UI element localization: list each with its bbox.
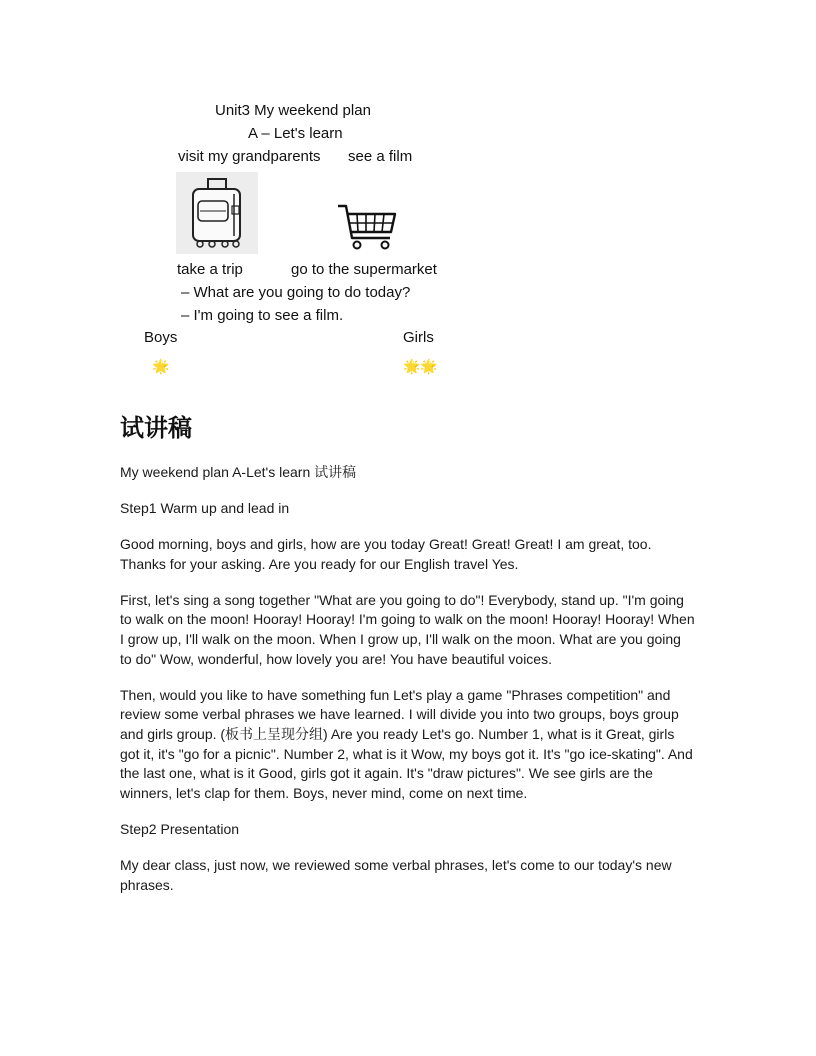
phrase-go-supermarket: go to the supermarket <box>291 261 437 278</box>
greeting-paragraph: Good morning, boys and girls, how are you today Great! Great! Great! I am great, too. Thanks for your asking. Are you ready for our English travel Yes. <box>120 536 652 572</box>
step1-heading: Step1 Warm up and lead in <box>120 500 290 517</box>
boys-star-icons: 🌟 <box>152 358 170 374</box>
phrase-visit-grandparents: visit my grandparents <box>178 148 321 165</box>
girls-star-icons: 🌟🌟 <box>403 358 438 374</box>
script-heading: 试讲稿 <box>120 414 192 442</box>
game-paragraph: Then, would you like to have something fun Let's play a game "Phrases competition" and review some verbal phrases we have learned. I will divide you into two groups, boys group and girls group. (板书上呈现分组) Are you ready Let's go. Number 1, what is it Great, girls got it, it's "go for a picnic". Number 2, what is it Wow, my boys got it. It's "go ice-skating". And the last one, what is it Good, girls got it again. It's "draw pictures". We see girls are the winners, let's clap for them. Boys, never mind, come on next time. <box>120 686 693 801</box>
step2-heading: Step2 Presentation <box>120 820 240 837</box>
presentation-paragraph: My dear class, just now, we reviewed some verbal phrases, let's come to our today's new phrases. <box>120 856 672 893</box>
script-body <box>120 463 695 912</box>
suitcase-image <box>176 172 258 254</box>
girls-label: Girls <box>403 329 434 346</box>
phrase-take-trip: take a trip <box>177 261 243 278</box>
boys-label: Boys <box>144 329 178 346</box>
board-answer: – I'm going to see a film. <box>181 307 344 324</box>
song-paragraph: First, let's sing a song together "What are you going to do"! Everybody, stand up. "I'm going to walk on the moon! Hooray! Hooray! I'm going to walk on the moon! Hooray! Hooray! When I grow up, I'll walk on the moon. When I grow up, I'll walk on the moon. What are you going to do" Wow, wonderful, how lovely you are! You have beautiful voices. <box>120 591 695 667</box>
board-question: – What are you going to do today? <box>181 284 411 301</box>
board-title: Unit3 My weekend plan <box>215 102 371 119</box>
board-subtitle: A – Let's learn <box>248 125 343 142</box>
shopping-cart-image <box>336 202 398 252</box>
script-title-line: My weekend plan A-Let's learn 试讲稿 <box>120 464 357 480</box>
phrase-see-film: see a film <box>348 148 413 165</box>
